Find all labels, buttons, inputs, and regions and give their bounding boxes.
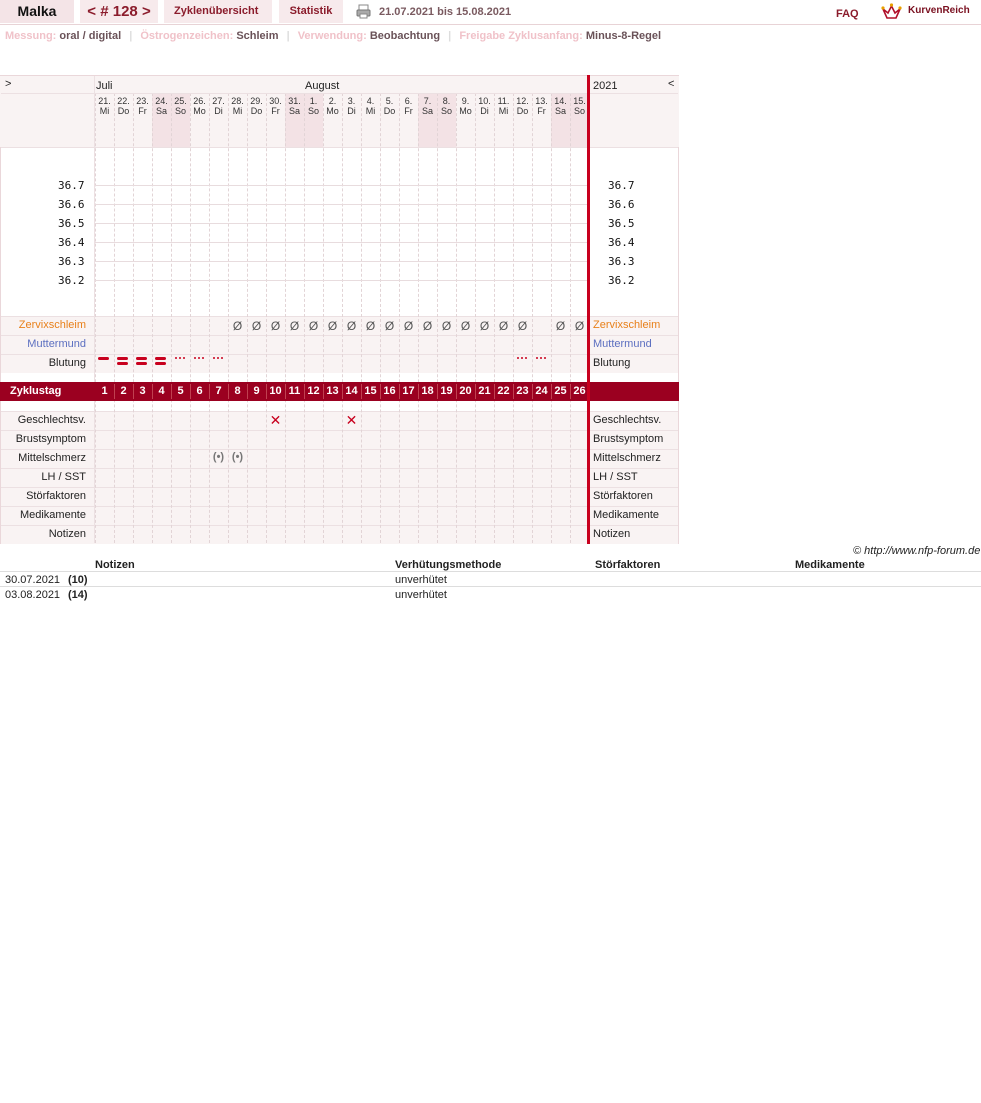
cycle-day-sep	[171, 384, 172, 399]
cycle-day-number: 10	[269, 385, 282, 397]
spotting-dot	[525, 357, 527, 359]
row-stripe	[1, 525, 678, 544]
zervix-mark: Ø	[346, 319, 357, 333]
setting-label-estrogen: Östrogenzeichen:	[140, 30, 234, 42]
day-date: 15.	[573, 96, 586, 106]
year-label: 2021	[593, 80, 618, 92]
cycle-day-number: 1	[101, 385, 108, 397]
day-header	[361, 96, 380, 116]
day-header	[209, 96, 228, 116]
cycle-day-sep	[570, 384, 571, 399]
row-label-gv-right: Geschlechtsv.	[593, 414, 662, 426]
day-header	[304, 96, 323, 116]
day-weekday: Mi	[498, 106, 509, 116]
cycle-day-number: 4	[158, 385, 165, 397]
temp-tick-label-right: 36.7	[608, 179, 635, 192]
grid-vline	[209, 93, 210, 543]
day-date: 2.	[328, 96, 337, 106]
temp-tick-label-right: 36.5	[608, 217, 635, 230]
notes-col-stoer: Störfaktoren	[595, 559, 661, 571]
zervix-mark: Ø	[365, 319, 376, 333]
temp-gridline	[95, 204, 589, 205]
cycle-prev-button[interactable]: <	[87, 3, 97, 20]
setting-label-release: Freigabe Zyklusanfang:	[459, 30, 583, 42]
day-weekday: Mi	[365, 106, 376, 116]
cycle-day-number: 5	[177, 385, 184, 397]
setting-value-release: Minus-8-Regel	[585, 30, 662, 42]
cycle-day-sep	[494, 384, 495, 399]
cycle-day-number: 15	[364, 385, 377, 397]
grid-vline	[247, 93, 248, 543]
temp-tick-label: 36.6	[58, 198, 85, 211]
row-label-lh-right: LH / SST	[593, 471, 638, 483]
day-weekday: Mo	[326, 106, 339, 116]
cycle-day-sep	[228, 384, 229, 399]
cycle-day-number: 13	[326, 385, 339, 397]
cycle-day-number: 22	[497, 385, 510, 397]
row-label-zervix: Zervixschleim	[18, 319, 86, 331]
day-date: 21.	[98, 96, 111, 106]
temp-gridline	[95, 223, 589, 224]
day-header	[266, 96, 285, 116]
brand-name[interactable]: KurvenReich	[908, 5, 970, 16]
day-header	[114, 96, 133, 116]
cycle-day-sep	[190, 384, 191, 399]
tab-cycle-overview[interactable]: Zyklenübersicht	[164, 0, 272, 23]
day-weekday: Mi	[232, 106, 243, 116]
cycle-day-sep	[513, 384, 514, 399]
day-weekday: Fr	[537, 106, 546, 116]
row-label-brust-right: Brustsymptom	[593, 433, 664, 445]
day-header	[437, 96, 456, 116]
chart-nav-next-button[interactable]: <	[668, 78, 675, 90]
day-date: 23.	[136, 96, 149, 106]
intercourse-mark: ✕	[345, 412, 358, 428]
day-header	[380, 96, 399, 116]
cycle-day-sep	[304, 384, 305, 399]
day-weekday: Mi	[99, 106, 110, 116]
day-header	[551, 96, 570, 116]
day-header	[323, 96, 342, 116]
setting-label-usage: Verwendung:	[297, 30, 367, 42]
grid-vline	[304, 93, 305, 543]
cycle-day-sep	[380, 384, 381, 399]
spotting-dot	[175, 357, 177, 359]
cycle-day-number: 12	[307, 385, 320, 397]
day-date: 13.	[535, 96, 548, 106]
zervix-mark: Ø	[232, 319, 243, 333]
day-date: 9.	[461, 96, 470, 106]
day-header	[171, 96, 190, 116]
cycle-day-number: 3	[139, 385, 146, 397]
cycle-day-number: 26	[573, 385, 586, 397]
cycle-day-sep	[418, 384, 419, 399]
spotting-dot	[198, 357, 200, 359]
row-label-stoer: Störfaktoren	[26, 490, 86, 502]
row-label-blutung-right: Blutung	[593, 357, 631, 369]
row-label-notizen: Notizen	[48, 528, 86, 540]
spotting-dot	[217, 357, 219, 359]
day-date: 8.	[442, 96, 451, 106]
grid-vline	[133, 93, 134, 543]
mittelschmerz-mark: (•)	[231, 451, 244, 463]
row-label-stoer-right: Störfaktoren	[593, 490, 653, 502]
day-date: 1.	[309, 96, 318, 106]
spotting-dot	[202, 357, 204, 359]
row-label-medi-right: Medikamente	[593, 509, 660, 521]
zervix-mark: Ø	[384, 319, 395, 333]
day-header	[532, 96, 551, 116]
grid-vline	[380, 93, 381, 543]
day-date: 29.	[250, 96, 263, 106]
spotting-dot	[540, 357, 542, 359]
spotting-dot	[183, 357, 185, 359]
zervix-mark: Ø	[289, 319, 300, 333]
cycle-day-sep	[209, 384, 210, 399]
day-date: 7.	[423, 96, 432, 106]
cycle-day-sep	[285, 384, 286, 399]
day-weekday: Do	[383, 106, 396, 116]
cycle-day-number: 24	[535, 385, 548, 397]
grid-vline	[418, 93, 419, 543]
day-weekday: Di	[214, 106, 223, 116]
spotting-dot	[536, 357, 538, 359]
day-weekday: Sa	[554, 106, 566, 116]
spotting-dot	[544, 357, 546, 359]
temp-tick-label: 36.5	[58, 217, 85, 230]
spotting-dot	[521, 357, 523, 359]
grid-vline	[342, 93, 343, 543]
spotting-dot	[194, 357, 196, 359]
grid-vline	[513, 93, 514, 543]
cycle-day-number: 11	[288, 385, 301, 397]
cycle-day-number: 25	[554, 385, 567, 397]
day-weekday: Do	[516, 106, 529, 116]
temp-tick-label-right: 36.3	[608, 255, 635, 268]
temp-gridline	[95, 242, 589, 243]
note-row-date: 03.08.2021	[5, 589, 61, 601]
setting-label-measurement: Messung:	[5, 30, 57, 42]
tab-statistics[interactable]: Statistik	[279, 0, 343, 23]
cycle-day-sep	[152, 384, 153, 399]
cycle-day-sep	[437, 384, 438, 399]
grid-vline	[475, 93, 476, 543]
cycle-day-number: 6	[196, 385, 203, 397]
day-header	[456, 96, 475, 116]
spotting-dot	[179, 357, 181, 359]
cycle-day-sep	[456, 384, 457, 399]
day-weekday: Sa	[288, 106, 300, 116]
grid-vline	[323, 93, 324, 543]
day-date: 28.	[231, 96, 244, 106]
row-stripe	[1, 449, 678, 468]
temp-tick-label: 36.2	[58, 274, 85, 287]
grid-vline	[551, 93, 552, 543]
day-header	[342, 96, 361, 116]
notes-col-notizen: Notizen	[95, 559, 135, 571]
day-header	[190, 96, 209, 116]
day-weekday: Di	[480, 106, 489, 116]
day-date: 25.	[174, 96, 187, 106]
day-date: 3.	[347, 96, 356, 106]
day-date: 22.	[117, 96, 130, 106]
settings-line: Messung: oral / digital | Östrogenzeichen: Schleim | Verwendung: Beobachtung | Freigabe Zyklusanfang: Minus-8-Regel	[5, 30, 662, 42]
cycle-day-number: 9	[253, 385, 260, 397]
current-day-line	[587, 75, 590, 544]
cycle-day-sep	[475, 384, 476, 399]
note-row-day: (10)	[68, 574, 88, 586]
grid-vline	[152, 93, 153, 543]
grid-vline	[114, 93, 115, 543]
bleeding-bar	[98, 357, 109, 360]
cycle-number: # 128	[100, 3, 138, 20]
row-label-gv: Geschlechtsv.	[17, 414, 86, 426]
spotting-dot	[517, 357, 519, 359]
day-date: 11.	[497, 96, 510, 106]
cycle-day-number: 23	[516, 385, 529, 397]
temp-tick-label: 36.3	[58, 255, 85, 268]
grid-vline	[190, 93, 191, 543]
setting-value-usage: Beobachtung	[369, 30, 441, 42]
day-weekday: Di	[347, 106, 356, 116]
cycle-day-number: 21	[478, 385, 491, 397]
temp-gridline	[95, 280, 589, 281]
notes-divider	[0, 586, 981, 587]
cycle-day-sep	[247, 384, 248, 399]
day-header	[418, 96, 437, 116]
zervix-mark: Ø	[270, 319, 281, 333]
cycle-day-sep	[532, 384, 533, 399]
note-row-day: (14)	[68, 589, 88, 601]
bleeding-bar	[117, 357, 128, 360]
grid-vline	[494, 93, 495, 543]
cycle-day-number: 2	[120, 385, 127, 397]
cycle-day-sep	[266, 384, 267, 399]
row-label-mittel-right: Mittelschmerz	[593, 452, 661, 464]
grid-vline	[285, 93, 286, 543]
day-weekday: Do	[117, 106, 130, 116]
zervix-mark: Ø	[498, 319, 509, 333]
row-label-medi: Medikamente	[19, 509, 86, 521]
day-header	[285, 96, 304, 116]
day-header	[95, 96, 114, 116]
mittelschmerz-mark: (•)	[212, 451, 225, 463]
row-stripe	[1, 430, 678, 449]
day-date: 4.	[366, 96, 375, 106]
cycle-day-sep	[361, 384, 362, 399]
note-row-date: 30.07.2021	[5, 574, 61, 586]
chart-nav-prev-button[interactable]: >	[5, 78, 12, 90]
zervix-mark: Ø	[327, 319, 338, 333]
temp-tick-label-right: 36.4	[608, 236, 635, 249]
bleeding-bar	[136, 362, 147, 365]
grid-vline	[361, 93, 362, 543]
day-date: 6.	[404, 96, 413, 106]
zervix-mark: Ø	[517, 319, 528, 333]
day-date: 24.	[155, 96, 168, 106]
grid-vline	[171, 93, 172, 543]
cycle-day-sep	[342, 384, 343, 399]
zervix-mark: Ø	[441, 319, 452, 333]
day-date: 10.	[478, 96, 491, 106]
bleeding-bar	[136, 357, 147, 360]
temp-tick-label-right: 36.2	[608, 274, 635, 287]
day-header	[247, 96, 266, 116]
spotting-dot	[221, 357, 223, 359]
day-header	[494, 96, 513, 116]
user-name: Malka	[0, 0, 74, 23]
zervix-mark: Ø	[422, 319, 433, 333]
notes-col-method: Verhütungsmethode	[395, 559, 502, 571]
day-date: 5.	[385, 96, 394, 106]
temp-tick-label-right: 36.6	[608, 198, 635, 211]
cycle-day-number: 8	[234, 385, 241, 397]
day-date: 14.	[554, 96, 567, 106]
cycle-day-sep	[399, 384, 400, 399]
day-header	[152, 96, 171, 116]
day-weekday: Sa	[421, 106, 433, 116]
spotting-dot	[213, 357, 215, 359]
temp-tick-label: 36.7	[58, 179, 85, 192]
cycle-day-number: 17	[402, 385, 415, 397]
zervix-mark: Ø	[574, 319, 585, 333]
temp-tick-label: 36.4	[58, 236, 85, 249]
day-weekday: Fr	[404, 106, 413, 116]
zervix-mark: Ø	[479, 319, 490, 333]
zervix-mark: Ø	[403, 319, 414, 333]
cycle-day-number: 16	[383, 385, 396, 397]
copyright-text: © http://www.nfp-forum.de	[853, 545, 981, 557]
row-stripe	[1, 487, 678, 506]
grid-vline	[228, 93, 229, 543]
day-date: 12.	[516, 96, 529, 106]
cycle-day-number: 14	[345, 385, 358, 397]
day-header	[475, 96, 494, 116]
bleeding-bar	[155, 362, 166, 365]
day-weekday: Mo	[193, 106, 206, 116]
cycle-day-number: 19	[440, 385, 453, 397]
day-weekday: Mo	[459, 106, 472, 116]
cycle-day-sep	[323, 384, 324, 399]
day-date: 27.	[212, 96, 225, 106]
row-label-brust: Brustsymptom	[15, 433, 86, 445]
cycle-day-sep	[133, 384, 134, 399]
row-label-muttermund: Muttermund	[27, 338, 86, 350]
row-stripe	[1, 506, 678, 525]
day-weekday: Fr	[138, 106, 147, 116]
setting-value-measurement: oral / digital	[59, 30, 122, 42]
day-weekday: So	[307, 106, 319, 116]
cycle-day-sep	[551, 384, 552, 399]
temp-gridline	[95, 261, 589, 262]
row-label-zervix-right: Zervixschleim	[593, 319, 661, 331]
temp-gridline	[95, 185, 589, 186]
row-label-muttermund-right: Muttermund	[593, 338, 652, 350]
grid-vline	[437, 93, 438, 543]
day-date: 30.	[269, 96, 282, 106]
cycle-day-sep	[114, 384, 115, 399]
zervix-mark: Ø	[555, 319, 566, 333]
bleeding-bar	[155, 357, 166, 360]
day-weekday: So	[573, 106, 585, 116]
day-weekday: So	[174, 106, 186, 116]
row-label-lh: LH / SST	[41, 471, 86, 483]
day-header	[133, 96, 152, 116]
intercourse-mark: ✕	[269, 412, 282, 428]
row-label-notizen-right: Notizen	[593, 528, 631, 540]
row-label-blutung: Blutung	[48, 357, 86, 369]
month-label-july: Juli	[96, 80, 113, 92]
grid-vline	[95, 93, 96, 543]
notes-divider	[0, 571, 981, 572]
row-stripe	[1, 335, 678, 354]
day-header	[399, 96, 418, 116]
cycle-next-button[interactable]: >	[141, 3, 151, 20]
note-row-method: unverhütet	[395, 589, 447, 601]
row-stripe	[1, 468, 678, 487]
day-weekday: Sa	[155, 106, 167, 116]
day-weekday: So	[440, 106, 452, 116]
day-weekday: Do	[250, 106, 263, 116]
zervix-mark: Ø	[308, 319, 319, 333]
note-row-method: unverhütet	[395, 574, 447, 586]
day-date: 31.	[288, 96, 301, 106]
zervix-mark: Ø	[251, 319, 262, 333]
cycle-day-number: 18	[421, 385, 434, 397]
month-label-august: August	[305, 80, 340, 92]
grid-vline	[570, 93, 571, 543]
cycle-day-number: 20	[459, 385, 472, 397]
bleeding-bar	[117, 362, 128, 365]
grid-vline	[456, 93, 457, 543]
date-range: 21.07.2021 bis 15.08.2021	[379, 6, 512, 18]
cycle-day-label: Zyklustag	[10, 385, 62, 397]
notes-col-medi: Medikamente	[795, 559, 865, 571]
cycle-day-number: 7	[215, 385, 222, 397]
grid-hline	[1, 147, 678, 148]
day-header	[513, 96, 532, 116]
day-weekday: Fr	[271, 106, 280, 116]
day-header	[228, 96, 247, 116]
row-label-mittel: Mittelschmerz	[18, 452, 86, 464]
grid-vline	[266, 93, 267, 543]
grid-vline	[532, 93, 533, 543]
setting-value-estrogen: Schleim	[236, 30, 279, 42]
grid-hline	[1, 93, 678, 94]
faq-link[interactable]: FAQ	[836, 8, 859, 20]
day-date: 26.	[193, 96, 206, 106]
row-stripe	[1, 411, 678, 430]
grid-vline	[399, 93, 400, 543]
zervix-mark: Ø	[460, 319, 471, 333]
